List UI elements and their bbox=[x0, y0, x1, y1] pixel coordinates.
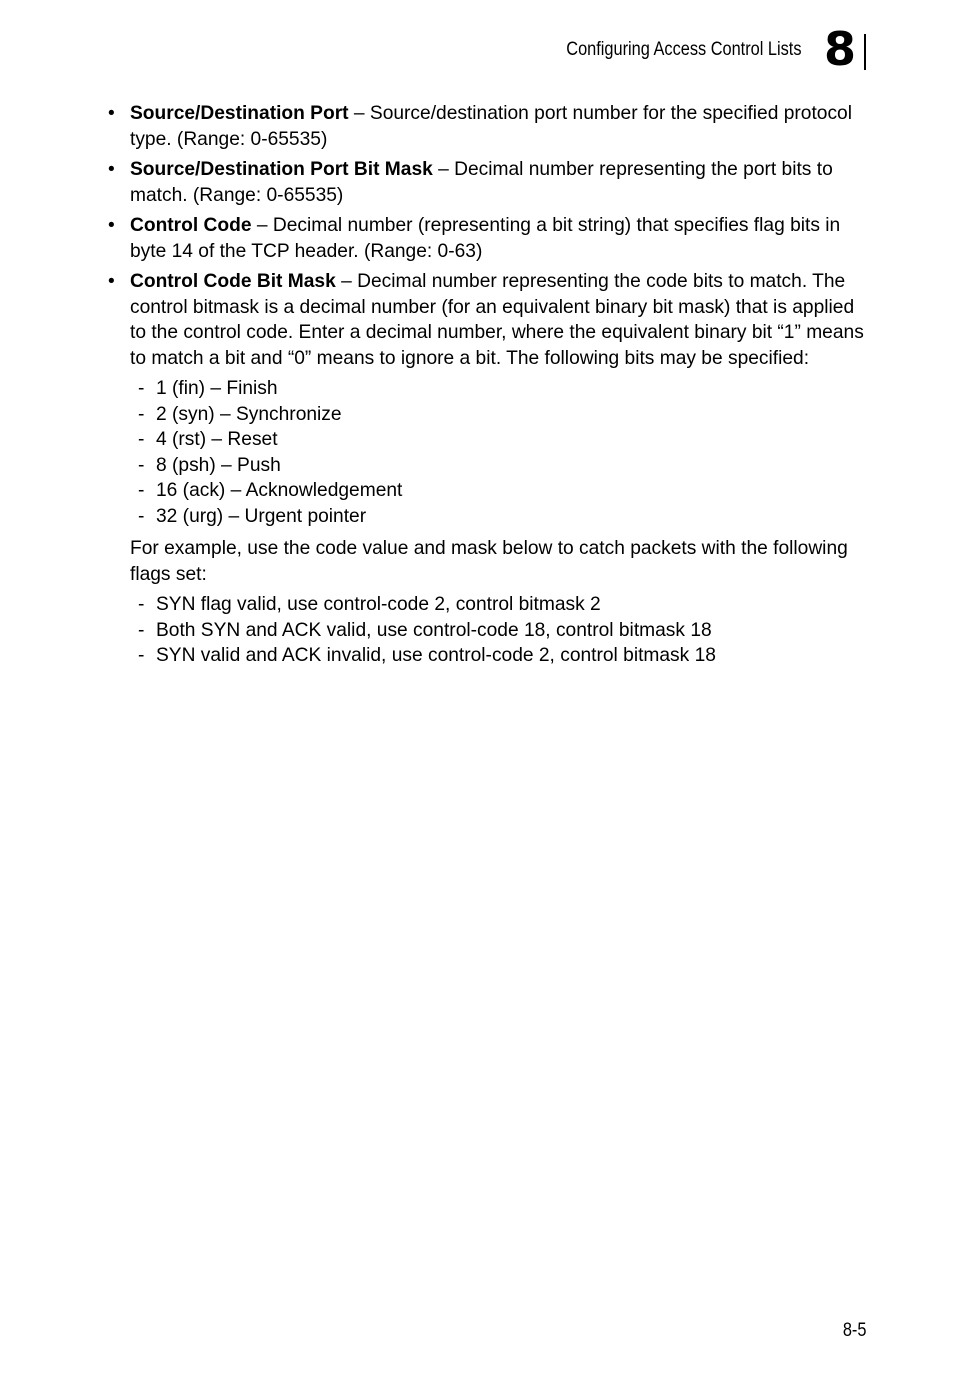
page-number: 8-5 bbox=[842, 1320, 866, 1341]
item-term: Source/Destination Port bbox=[130, 103, 349, 124]
page-content bbox=[108, 101, 868, 674]
example-item: - Both SYN and ACK valid, use control-code 18, control bitmask 18 bbox=[130, 618, 868, 644]
header-title: Configuring Access Control Lists bbox=[566, 39, 802, 60]
chapter-divider bbox=[864, 34, 866, 70]
bit-item: - 8 (psh) – Push bbox=[130, 453, 868, 479]
parameter-list bbox=[108, 101, 868, 669]
item-term: Control Code Bit Mask bbox=[130, 271, 336, 292]
chapter-number: 8 bbox=[824, 22, 857, 76]
bit-item: - 1 (fin) – Finish bbox=[130, 376, 868, 402]
item-description: – Decimal number (representing a bit string) that specifies flag bits in byte 14 of the TCP header. (Range: 0-63) bbox=[130, 215, 841, 262]
bit-item: - 32 (urg) – Urgent pointer bbox=[130, 504, 868, 530]
item-term: Control Code bbox=[130, 215, 252, 236]
item-description: – Decimal number representing the code bits to match. The control bitmask is a decimal number (for an equivalent binary bit mask) that is applied to the control code. Enter a decimal number, where the equivalent binary bit “1” means to match a bit and “0” means to ignore a bit. The following bits may be specified: bbox=[130, 271, 864, 369]
bit-item: - 16 (ack) – Acknowledgement bbox=[130, 478, 868, 504]
item-description: – Source/destination port number for the specified protocol type. (Range: 0-65535) bbox=[130, 103, 852, 150]
list-item bbox=[108, 101, 868, 152]
page-header bbox=[0, 22, 954, 76]
list-item bbox=[108, 269, 868, 669]
bit-item: - 4 (rst) – Reset bbox=[130, 427, 868, 453]
list-item bbox=[108, 157, 868, 208]
item-description: – Decimal number representing the port bits to match. (Range: 0-65535) bbox=[130, 159, 833, 206]
example-item: - SYN valid and ACK invalid, use control-code 2, control bitmask 18 bbox=[130, 643, 868, 669]
example-list bbox=[130, 592, 868, 669]
bit-item: - 2 (syn) – Synchronize bbox=[130, 402, 868, 428]
item-term: Source/Destination Port Bit Mask bbox=[130, 159, 433, 180]
example-intro: For example, use the code value and mask below to catch packets with the following flags set: bbox=[130, 538, 848, 585]
list-item bbox=[108, 213, 868, 264]
bit-list bbox=[130, 376, 868, 529]
example-item: - SYN flag valid, use control-code 2, control bitmask 2 bbox=[130, 592, 868, 618]
